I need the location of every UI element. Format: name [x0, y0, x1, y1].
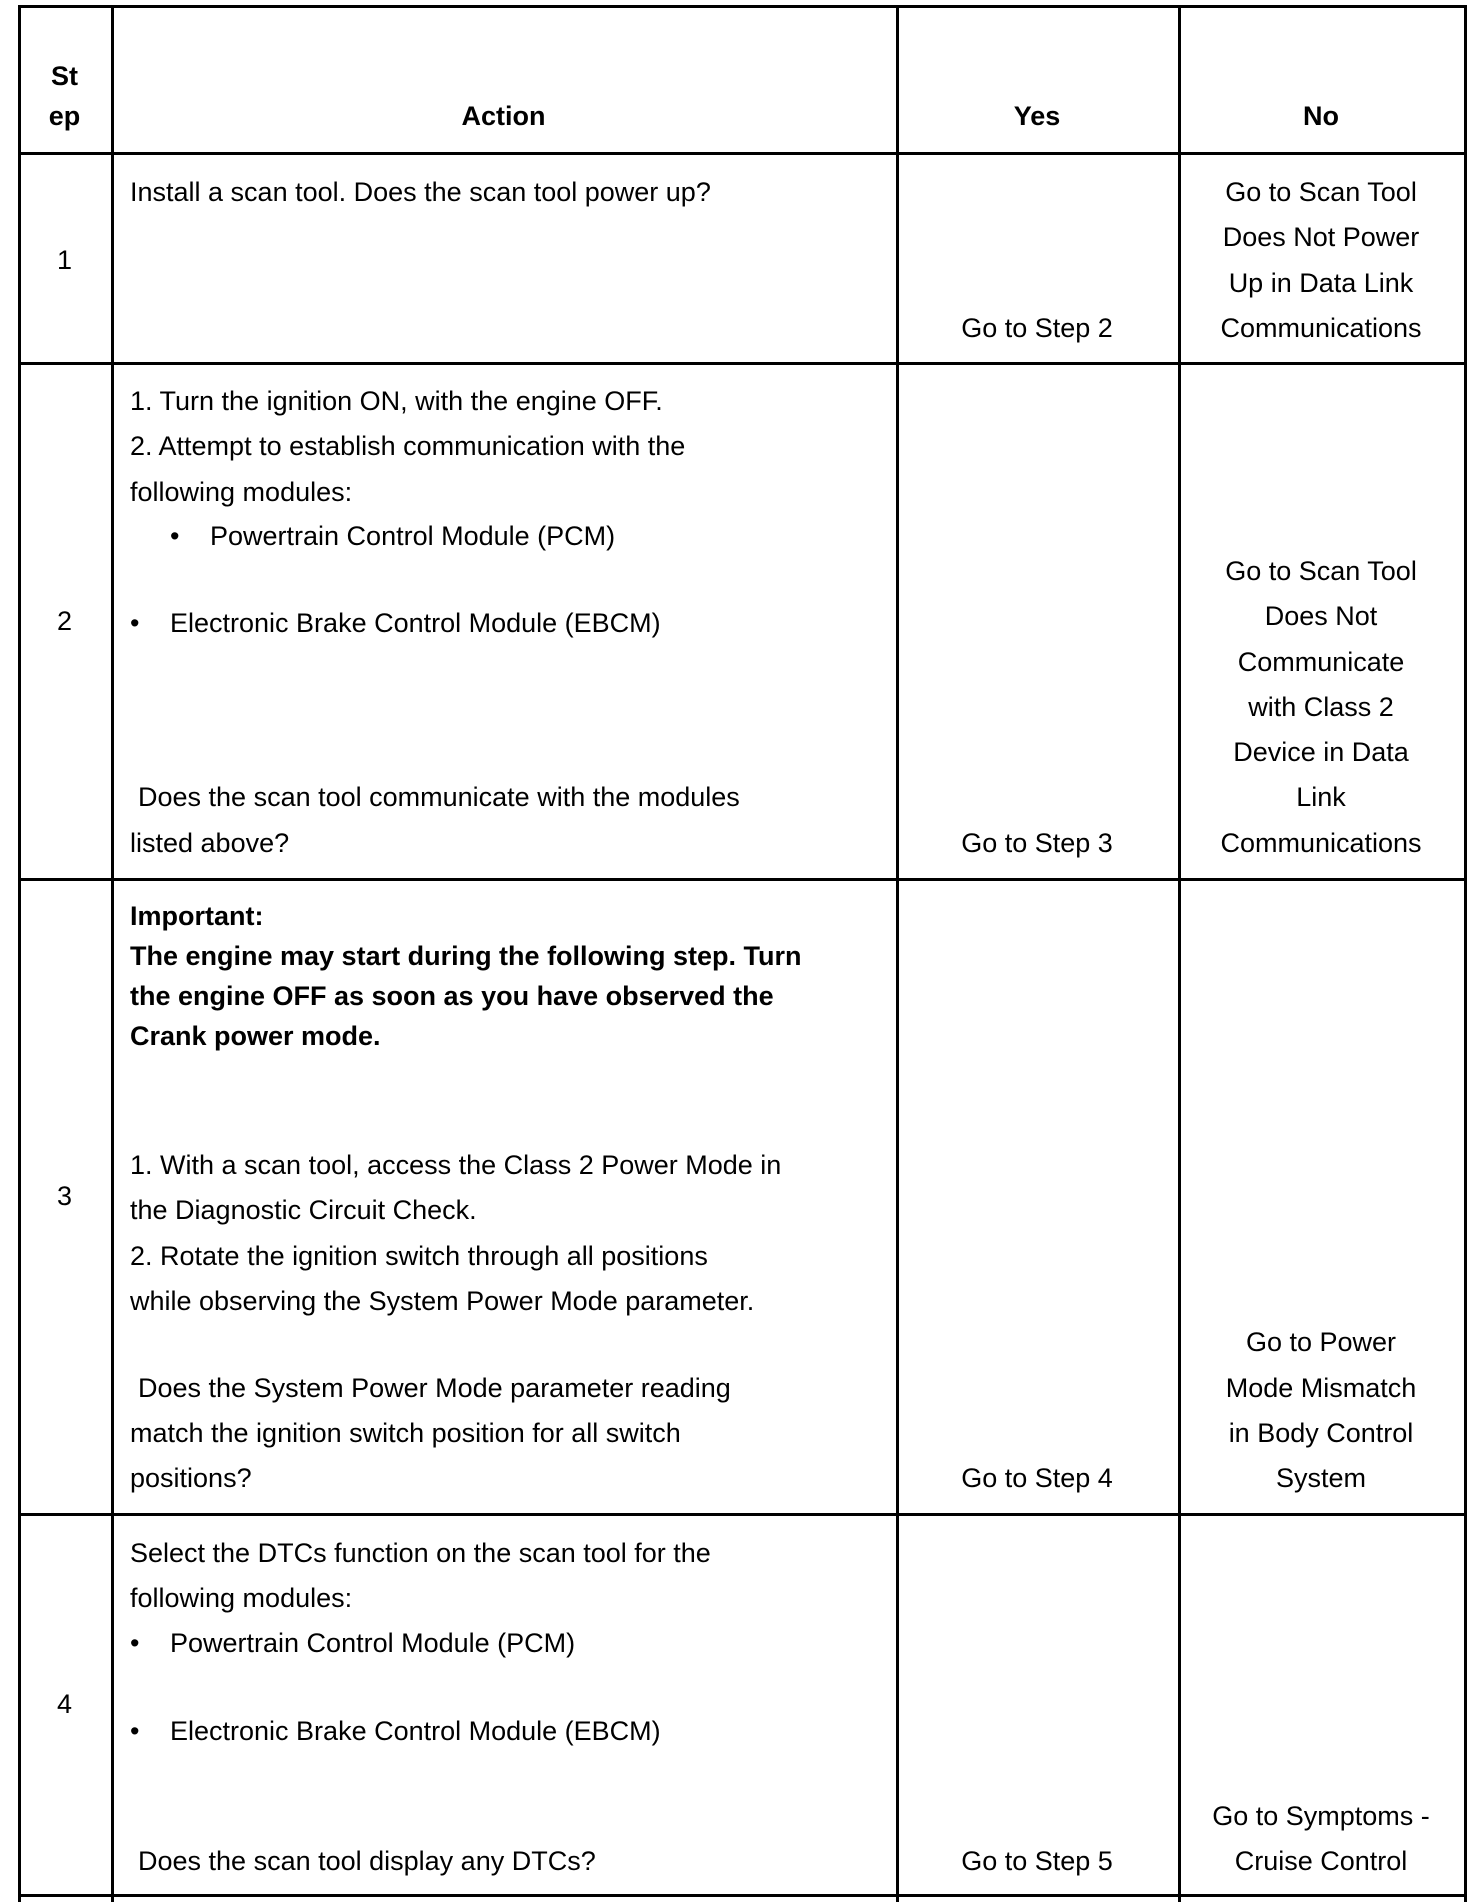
header-yes: Yes	[1013, 101, 1061, 131]
column-divider	[896, 6, 899, 1902]
header-action: Action	[461, 101, 546, 131]
action-text: Does the scan tool communicate with the modules	[138, 782, 740, 812]
table-border-top	[18, 5, 1467, 8]
action-text: 2. Attempt to establish communication with the	[130, 431, 686, 461]
table-border-bottom	[18, 1894, 1467, 1897]
action-text: positions?	[130, 1463, 252, 1493]
action-text: Does the scan tool display any DTCs?	[138, 1846, 596, 1876]
bullet-icon: •	[130, 1716, 140, 1746]
yes-text: Go to Step 2	[961, 313, 1113, 343]
no-text: in Body Control	[1228, 1418, 1414, 1448]
step-number: 3	[56, 1181, 73, 1211]
bullet-icon: •	[130, 608, 140, 638]
row-divider	[18, 362, 1467, 365]
yes-text: Go to Step 4	[961, 1463, 1113, 1493]
action-text: 2. Rotate the ignition switch through all positions	[130, 1241, 708, 1271]
important-label: Important:	[130, 901, 264, 931]
no-text: Communications	[1220, 828, 1422, 858]
action-text: Select the DTCs function on the scan tool for the	[130, 1538, 711, 1568]
action-text: Install a scan tool. Does the scan tool power up?	[130, 177, 711, 207]
action-text: match the ignition switch position for all switch	[130, 1418, 681, 1448]
no-text: Device in Data	[1233, 737, 1409, 767]
no-text: Does Not Power	[1222, 222, 1420, 252]
row-divider	[18, 878, 1467, 881]
action-text: while observing the System Power Mode parameter.	[130, 1286, 755, 1316]
action-text: 1. With a scan tool, access the Class 2 Power Mode in	[130, 1150, 782, 1180]
no-text: System	[1275, 1463, 1367, 1493]
important-text: Crank power mode.	[130, 1021, 381, 1051]
table-border-right	[1464, 6, 1467, 1902]
no-text: Go to Scan Tool	[1225, 556, 1417, 586]
step-number: 4	[56, 1689, 73, 1719]
header-step-line-2: ep	[48, 101, 81, 131]
no-text: with Class 2	[1248, 692, 1394, 722]
action-text: following modules:	[130, 1583, 353, 1613]
bullet-icon: •	[170, 521, 180, 551]
action-text: the Diagnostic Circuit Check.	[130, 1195, 477, 1225]
no-text: Up in Data Link	[1228, 268, 1414, 298]
step-number: 1	[56, 245, 73, 275]
no-text: Go to Symptoms -	[1212, 1801, 1430, 1831]
header-no: No	[1303, 101, 1339, 131]
action-text: listed above?	[130, 828, 290, 858]
step-number: 2	[56, 606, 73, 636]
no-text: Communicate	[1237, 647, 1405, 677]
table-border-left	[18, 6, 21, 1902]
row-divider	[18, 152, 1467, 155]
action-text: following modules:	[130, 477, 353, 507]
action-list-item: • Electronic Brake Control Module (EBCM)	[130, 1709, 661, 1754]
no-text: Mode Mismatch	[1225, 1373, 1417, 1403]
yes-text: Go to Step 5	[961, 1846, 1113, 1876]
no-text: Link	[1296, 782, 1346, 812]
no-text: Go to Scan Tool	[1225, 177, 1417, 207]
important-text: The engine may start during the following step. Turn	[130, 941, 802, 971]
action-text: Does the System Power Mode parameter reading	[138, 1373, 731, 1403]
bullet-icon: •	[130, 1628, 140, 1658]
row-divider	[18, 1513, 1467, 1516]
yes-text: Go to Step 3	[961, 828, 1113, 858]
no-text: Communications	[1220, 313, 1422, 343]
action-list-item: • Electronic Brake Control Module (EBCM)	[130, 601, 661, 646]
action-text: 1. Turn the ignition ON, with the engine OFF.	[130, 386, 663, 416]
no-text: Does Not	[1264, 601, 1378, 631]
important-text: the engine OFF as soon as you have observed the	[130, 981, 774, 1011]
header-step-line-1: St	[51, 61, 78, 91]
no-text: Go to Power	[1245, 1327, 1397, 1357]
action-list-item: • Powertrain Control Module (PCM)	[130, 1621, 575, 1666]
no-text: Cruise Control	[1234, 1846, 1408, 1876]
column-divider	[111, 6, 114, 1902]
action-list-item: • Powertrain Control Module (PCM)	[170, 514, 615, 559]
